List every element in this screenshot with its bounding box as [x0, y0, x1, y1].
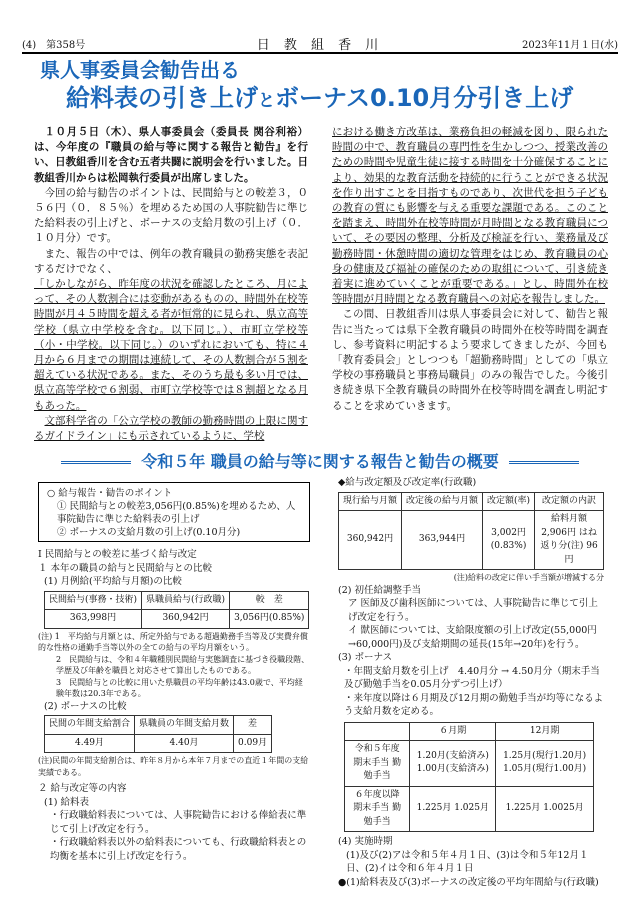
bullet-heading: ●(1)給料表及び(3)ボーナスの改定後の平均年間給与(行政職) [338, 876, 599, 888]
revision-table: 現行給与月額 改定後の給与月額 改定額(率) 改定額の内訳 360,942円 363,944円 3,002円(0.83%) 給料月額 2,906円 はね返り分(注) 96円 [338, 492, 604, 571]
list-item: イ 獣医師については、支給限度額の引上げ改定(55,000円→60,000円)及び支給期間の延長(15年→20年)を行う。 [348, 625, 597, 650]
quoted-paragraph: 「しかしながら、昨年度の状況を確認したところ、月によって、その人数割合には変動があるものの、時間外在校等時間が月４５時間を超える者が恒常的に見られ、県立高等学校（県立中学校を含む。以下同じ。）、市町立学校等（小・中学校。以下同じ。）のいずれにおいても、特に４月から６月までの期間は連続して、その人数割合が５割を超えている状況である。また、そのうち最も多い月では、県立高等学校で６割弱、市町立学校等では８割超となる月もあった。 [34, 278, 308, 412]
table-note: (注)給料の改定に伴い手当額が増減する分 [453, 573, 604, 582]
article-right-column [332, 125, 608, 414]
subsection-heading: ２ 給与改定等の内容 [38, 783, 127, 794]
bonus-schedule-table: ６月期 12月期 令和５年度 期末手当 勤勉手当 1.20月(支給済み) 1.00月(支給済み) 1.25月(現行1.20月) 1.05月(現行1.00月) ６年度以降 期末手当 勤勉手当 1.225月 1.025月 1.225月 1.0025月 [344, 722, 594, 833]
table-note: 2 民間給与は、令和４年職種別民間給与実態調査に基づき役職段階、学歴及び年齢を職員と対応させて算出したものである。 [56, 654, 310, 675]
issue-number: (4) 第358号 [22, 40, 86, 51]
headline-2: 給料表の引き上げとボーナス0.10月分引き上げ [66, 84, 574, 112]
paragraph: また、報告の中では、例年の教育職員の勤務実態を表記するだけでなく、 [34, 247, 308, 275]
subsection-heading: (2) 初任給調整手当 [338, 584, 421, 596]
page-header [22, 34, 618, 54]
subsection-heading: (1) 給料表 [44, 796, 89, 808]
point-item: ① 民間給与との較差3,056円(0.85%)を埋めるため、人事院勧告に準じた給料表の引上げ [57, 501, 296, 525]
article-left-column [34, 125, 308, 444]
monthly-pay-table: 民間給与(事務・技術) 県職員給与(行政職) 較 差 363,998円 360,942円 3,056円(0.85%) [44, 591, 309, 629]
list-item: ア 医師及び歯科医師については、人事院勧告に準じて引上げ改定を行う。 [348, 598, 598, 623]
list-item: ・行政職給料表については、人事院勧告における俸給表に準じて引上げ改定を行う。 [50, 810, 307, 835]
list-item: ・年間支給月数を引上げ 4.40月分 → 4.50月分（期末手当及び勤勉手当を0.05月分ずつ引上げ） [344, 665, 600, 690]
section-heading: Ⅰ 民間給与との較差に基づく給与改定 [38, 549, 197, 560]
quoted-paragraph: における働き方改革は、業務負担の軽減を図り、限られた時間の中で、教育職員の専門性を生かしつつ、授業改善のための時間や児童生徒に接する時間を十分確保することにより、効果的な教育活動を持続的に行うことができる状況を作り出すことを目指すものであり、次世代を担う子どもの教育の質にも影響を与える重要な課題である。このことを踏まえ、時間外在校等時間が月時間となる教育職員について、その要因の整理、分析及び検証を行い、業務量及び勤務時間・休憩時間の適切な管理をはじめ、教育職員の心身の健康及び福祉の確保のための取組について、引き続き着実に進めていくことが重要である。」とし、時間外在校等時間が月時間となる教育職員への対応を報告しました。 [332, 126, 608, 306]
subsection-heading: (3) ボーナス [338, 652, 393, 663]
subsection-heading: (2) ボーナスの比較 [44, 700, 127, 712]
paragraph: (1)及び(2)アは令和５年４月１日、(3)は令和５年12月１日、(2)イは令和６年４月１日 [346, 849, 589, 874]
points-title: ○ 給与報告・勧告のポイント [47, 488, 173, 499]
table-note: (注) 1 平均給与月額とは、所定外給与である超過勤務手当等及び実費弁償的な性格の通勤手当等以外の全ての給与の平均月額をいう。 [38, 631, 308, 652]
bonus-table: 民間の年間支給割合 県職員の年間支給月数 差 4.49月 4.40月 0.09月 [44, 715, 272, 753]
paper-title: 日 教 組 香 川 [256, 38, 384, 53]
paragraph: この間、日教組香川は県人事委員会に対して、勧告と報告に当たっては県下全教育職員の時間外在校等時間を調査し、参考資料に明記するよう要求してきましたが、今回も「教育委員会」としつつも「超勤務時間」としての「県立学校の事務職員と事務局職員」のみの報告でした。今後引き続き県下全教育職員の時間外在校等時間を調査し明記することを求めていきます。 [332, 308, 608, 412]
subsection-heading: (1) 月例給(平均給与月額)の比較 [44, 576, 182, 587]
subsection-heading: １ 本年の職員の給与と民間給与との比較 [38, 562, 213, 574]
table-caption: ◆給与改定額及び改定率(行政職) [338, 477, 477, 488]
table-note: (注)民間の年間支給割合は、昨年８月から本年７月までの直近１年間の支給実績である。 [38, 756, 309, 777]
lead-paragraph: １０月５日（木）、県人事委員会（委員長 関谷利裕）は、今年度の『職員の給与等に関する報告と勧告』を行い、日教組香川を含む五者共闘に説明会を行いました。日教組香川からは松岡執行委員が出席しました。 [34, 126, 308, 184]
subsection-heading: (4) 実施時期 [338, 836, 393, 847]
quoted-paragraph: 文部科学省の「公立学校の教師の勤務時間の上限に関するガイドライン」にも示されているように、学校 [34, 414, 308, 443]
right-lower-section [338, 476, 604, 889]
headline-1: 県人事委員会勧告出る [40, 58, 240, 82]
section-band-title: 令和５年 職員の給与等に関する報告と勧告の概要 [0, 449, 640, 472]
list-item: ・来年度以降は６月期及び12月期の勤勉手当が均等になるよう支給月数を定める。 [344, 692, 604, 717]
point-item: ② ボーナスの支給月数の引上げ(0.10月分) [57, 527, 241, 538]
points-box [38, 482, 310, 542]
paragraph: 今回の給与勧告のポイントは、民間給与との較差３，０５６円（０．８５％）を埋めるため国の人事院勧告に準じた給料表の引上げと、ボーナスの支給月数の引上げ（０．１０月分）です。 [34, 186, 308, 245]
list-item: ・行政職給料表以外の給料表についても、行政職給料表との均衡を基本に引上げ改定を行う。 [50, 837, 307, 862]
table-note: 3 民間給与との比較に用いた県職員の平均年齢は43.0歳で、平均経験年数は20.3年である。 [56, 677, 303, 698]
issue-date: 2023年11月１日(水) [522, 40, 618, 51]
left-lower-section [38, 548, 310, 863]
